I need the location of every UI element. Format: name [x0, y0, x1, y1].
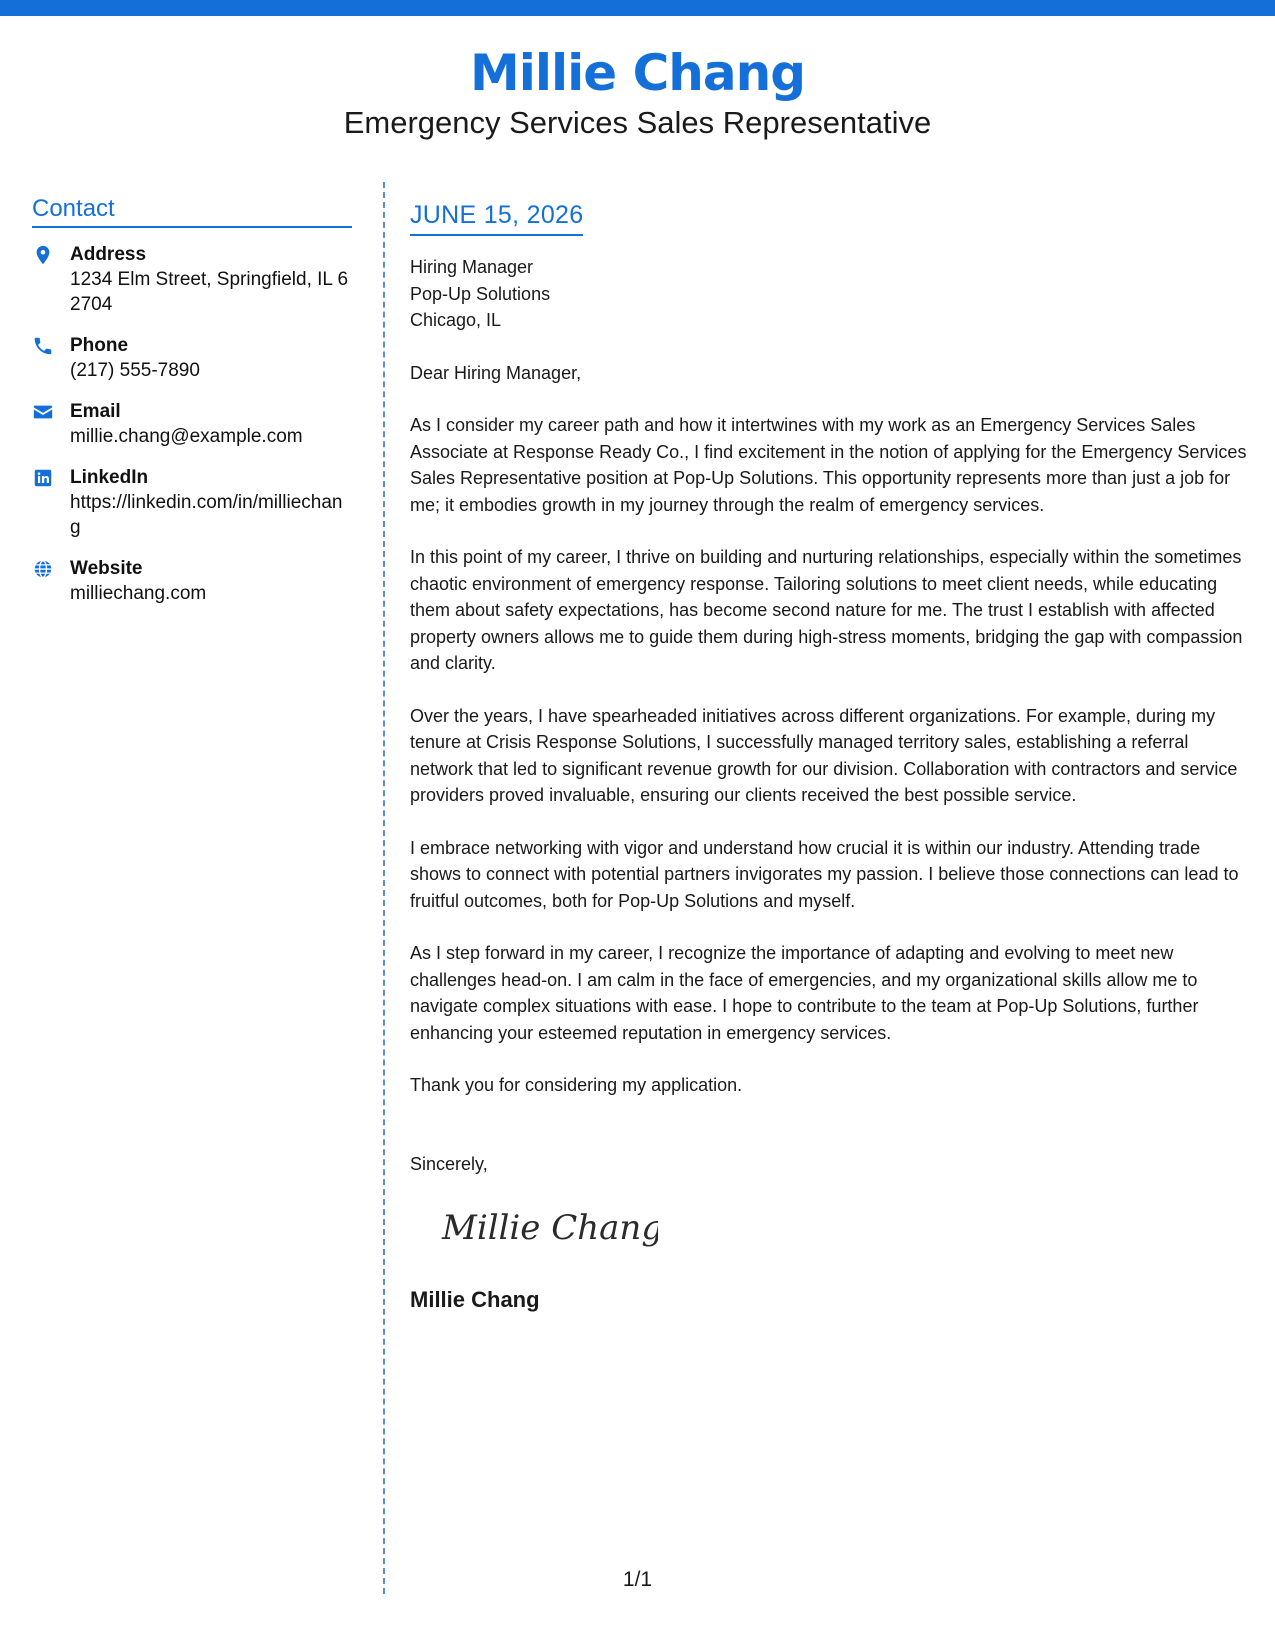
linkedin-label: LinkedIn [70, 467, 149, 488]
header [0, 42, 1275, 142]
contact-item-email [32, 399, 352, 449]
phone-value: (217) 555-7890 [70, 360, 200, 381]
linkedin-icon [32, 467, 54, 489]
website-label: Website [70, 558, 143, 579]
body-paragraph: As I step forward in my career, I recognize the importance of adapting and evolving to meet new challenges head-on. I am calm in the face of emergencies, and my organizational skills allow me to navigate complex situations with ease. I hope to contribute to the team at Pop-Up Solutions, further enhancing your esteemed reputation in emergency services. [410, 943, 1199, 1043]
signed-name: Millie Chang [410, 1287, 540, 1312]
body-paragraph: Over the years, I have spearheaded initiatives across different organizations. For example, during my tenure at Crisis Response Solutions, I successfully managed territory sales, establishing a referral network that led to significant revenue growth for our division. Collaboration with contractors and service providers proved invaluable, ensuring our clients received the best possible service. [410, 705, 1238, 805]
phone-icon [32, 335, 54, 357]
closing: Sincerely, [410, 1153, 488, 1174]
job-title: Emergency Services Sales Representative [343, 105, 932, 140]
letter-date: JUNE 15, 2026 [410, 198, 583, 236]
recipient-line: Chicago, IL [410, 310, 502, 330]
address-value: 1234 Elm Street, Springfield, IL 62704 [70, 269, 349, 315]
signature-text: Millie Chang [442, 1208, 658, 1248]
phone-label: Phone [70, 335, 129, 356]
body-paragraph: As I consider my career path and how it intertwines with my work as an Emergency Services Sales Associate at Response Ready Co., I find excitement in the notion of applying for the Emergency Services Sales Representative position at Pop-Up Solutions. This opportunity represents more than just a job for me; it embodies growth in my journey through the realm of emergency services. [410, 415, 1247, 515]
letter-body [410, 198, 1255, 1314]
page-number: 1/1 [622, 1568, 653, 1591]
contact-item-phone [32, 333, 352, 383]
linkedin-value[interactable]: https://linkedin.com/in/milliechang [70, 492, 343, 538]
recipient-block [410, 254, 1255, 334]
contact-heading: Contact [32, 194, 352, 228]
contact-item-linkedin [32, 465, 352, 540]
recipient-line: Hiring Manager [410, 257, 534, 277]
salutation: Dear Hiring Manager, [410, 362, 582, 383]
website-value[interactable]: milliechang.com [70, 583, 207, 604]
column-divider [383, 182, 385, 1594]
signature [438, 1197, 658, 1257]
body-paragraph: I embrace networking with vigor and understand how crucial it is within our industry. Attending trade shows to connect with potential partners invigorates my passion. I believe those connections can lead to fruitful outcomes, both for Pop-Up Solutions and myself. [410, 837, 1239, 911]
body-paragraph: Thank you for considering my application. [410, 1075, 743, 1095]
contact-item-website [32, 556, 352, 606]
recipient-line: Pop-Up Solutions [410, 283, 551, 304]
email-label: Email [70, 401, 121, 422]
address-label: Address [70, 244, 147, 265]
contact-item-address [32, 242, 352, 317]
body-paragraph: In this point of my career, I thrive on building and nurturing relationships, especially within the sometimes chaotic environment of emergency response. Tailoring solutions to meet client needs, while educating them about safety expectations, has become second nature for me. The trust I establish with affected property owners allows me to guide them during high-stress moments, bridging the gap with compassion and clarity. [410, 547, 1243, 673]
top-accent-bar [0, 0, 1275, 16]
envelope-icon [32, 401, 54, 423]
contact-sidebar [32, 194, 352, 622]
globe-icon [32, 558, 54, 580]
applicant-name: Millie Chang [469, 44, 806, 102]
location-pin-icon [32, 244, 54, 266]
email-value[interactable]: millie.chang@example.com [70, 426, 303, 447]
